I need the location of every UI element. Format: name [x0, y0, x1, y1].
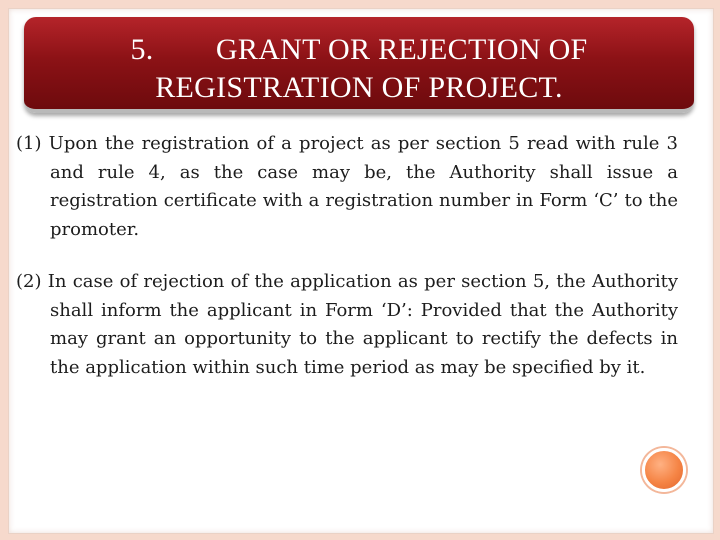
decorative-orange-circle	[642, 448, 686, 492]
paragraph-1: (1) Upon the registration of a project as per section 5 read with rule 3 and rule 4, as the case may be, the Authority shall issue a registration certificate with a registration number in Form ‘C’ to the promoter.	[16, 133, 678, 240]
title-banner	[24, 17, 694, 113]
slide-title-line-2: REGISTRATION OF PROJECT.	[155, 71, 563, 104]
slide-body	[16, 130, 678, 382]
paragraph-2: (2) In case of rejection of the application as per section 5, the Authority shall inform the applicant in Form ‘D’: Provided that the Authority may grant an opportunity to the applicant to rectify the defects in the application within such time period as may be specified by it.	[16, 271, 678, 378]
slide-title-line-1: 5. GRANT OR REJECTION OF	[130, 33, 588, 66]
